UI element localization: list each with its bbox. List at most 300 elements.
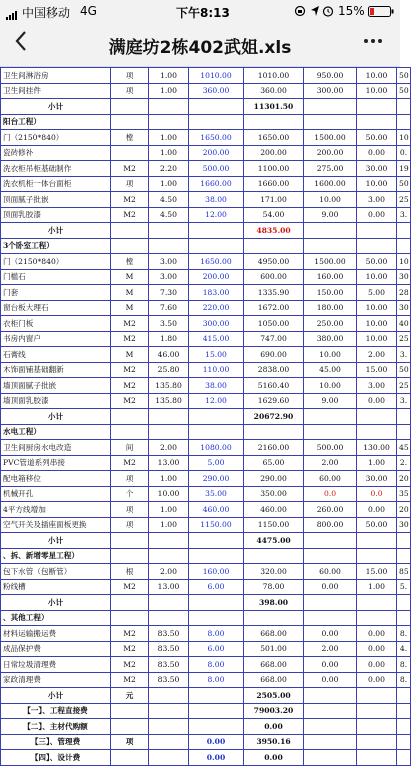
cell-extra[interactable] (397, 238, 411, 254)
cell-unit-price[interactable]: 1650.00 (189, 254, 244, 270)
cell-unit[interactable]: M (111, 300, 149, 316)
cell-amount[interactable]: 3950.16 (244, 734, 304, 750)
cell-amount[interactable]: 5160.40 (244, 378, 304, 394)
cell-unit[interactable]: 项 (111, 68, 149, 84)
cell-labor-cost[interactable]: 2.00 (357, 347, 397, 363)
cell-quantity[interactable] (149, 548, 189, 564)
cell-amount[interactable]: 1335.90 (244, 285, 304, 301)
cell-quantity[interactable]: 83.50 (149, 641, 189, 657)
cell-extra[interactable] (397, 548, 411, 564)
cell-unit-price[interactable]: 1150.00 (189, 517, 244, 533)
cell-material-cost[interactable]: 0.0 (304, 486, 357, 502)
cell-labor-cost[interactable]: 15.00 (357, 362, 397, 378)
cell-quantity[interactable]: 10.00 (149, 486, 189, 502)
cell-material-cost[interactable]: 9.00 (304, 207, 357, 223)
cell-material-cost[interactable] (304, 703, 357, 719)
cell-quantity[interactable]: 83.50 (149, 672, 189, 688)
cell-quantity[interactable] (149, 533, 189, 549)
cell-labor-cost[interactable] (357, 703, 397, 719)
cell-extra[interactable]: 19 (397, 161, 411, 177)
cell-extra[interactable]: 30 (397, 300, 411, 316)
cell-material-cost[interactable] (304, 750, 357, 766)
cell-material-cost[interactable]: 9.00 (304, 393, 357, 409)
cell-unit[interactable]: M2 (111, 207, 149, 223)
cell-amount[interactable]: 1010.00 (244, 68, 304, 84)
cell-unit[interactable] (111, 548, 149, 564)
cell-unit[interactable]: M2 (111, 331, 149, 347)
cell-item-name[interactable]: 小计 (1, 409, 111, 425)
cell-item-name[interactable]: 【三】、管理费 (1, 734, 111, 750)
cell-unit[interactable]: M (111, 285, 149, 301)
cell-material-cost[interactable]: 0.00 (304, 579, 357, 595)
cell-item-name[interactable]: 顶面腻子批嵌 (1, 192, 111, 208)
cell-extra[interactable]: 25 (397, 378, 411, 394)
cell-amount[interactable]: 54.00 (244, 207, 304, 223)
cell-unit[interactable]: 项 (111, 517, 149, 533)
cell-quantity[interactable]: 1.00 (149, 130, 189, 146)
cell-labor-cost[interactable]: 1.00 (357, 579, 397, 595)
cell-material-cost[interactable] (304, 409, 357, 425)
cell-labor-cost[interactable]: 0.0 (357, 486, 397, 502)
cell-material-cost[interactable]: 60.00 (304, 564, 357, 580)
cell-extra[interactable]: 40 (397, 316, 411, 332)
cell-unit-price[interactable]: 110.00 (189, 362, 244, 378)
cell-extra[interactable]: 10 (397, 254, 411, 270)
cell-unit-price[interactable]: 8.00 (189, 626, 244, 642)
cell-amount[interactable]: 320.00 (244, 564, 304, 580)
cell-extra[interactable]: 85 (397, 564, 411, 580)
cell-labor-cost[interactable]: 50.00 (357, 254, 397, 270)
cell-material-cost[interactable]: 160.00 (304, 269, 357, 285)
cell-extra[interactable]: 8. (397, 626, 411, 642)
cell-unit-price[interactable] (189, 409, 244, 425)
cell-material-cost[interactable] (304, 114, 357, 130)
cell-unit-price[interactable] (189, 99, 244, 115)
cell-unit[interactable] (111, 114, 149, 130)
cell-material-cost[interactable] (304, 223, 357, 239)
cell-extra[interactable]: 3. (397, 393, 411, 409)
cell-item-name[interactable]: 顶面乳胶漆 (1, 207, 111, 223)
cell-extra[interactable] (397, 610, 411, 626)
cell-material-cost[interactable]: 1500.00 (304, 130, 357, 146)
cell-unit-price[interactable]: 360.00 (189, 83, 244, 99)
cell-quantity[interactable]: 1.00 (149, 471, 189, 487)
cell-amount[interactable]: 65.00 (244, 455, 304, 471)
cell-labor-cost[interactable] (357, 688, 397, 704)
cell-item-name[interactable]: 包下水管（包断管） (1, 564, 111, 580)
cell-unit-price[interactable]: 1010.00 (189, 68, 244, 84)
cell-unit-price[interactable] (189, 719, 244, 735)
cell-labor-cost[interactable] (357, 238, 397, 254)
cell-labor-cost[interactable]: 0.00 (357, 393, 397, 409)
cell-unit-price[interactable]: 183.00 (189, 285, 244, 301)
cell-item-name[interactable]: 门槛石 (1, 269, 111, 285)
cell-item-name[interactable]: 水电工程） (1, 424, 111, 440)
cell-quantity[interactable]: 135.80 (149, 378, 189, 394)
cell-labor-cost[interactable]: 1.00 (357, 455, 397, 471)
cell-extra[interactable]: 3. (397, 347, 411, 363)
cell-amount[interactable]: 1150.00 (244, 517, 304, 533)
cell-quantity[interactable]: 13.00 (149, 579, 189, 595)
cell-unit-price[interactable]: 500.00 (189, 161, 244, 177)
cell-amount[interactable]: 20672.90 (244, 409, 304, 425)
cell-labor-cost[interactable]: 3.00 (357, 192, 397, 208)
cell-extra[interactable]: 8. (397, 657, 411, 673)
cell-unit[interactable]: M (111, 269, 149, 285)
cell-unit[interactable] (111, 223, 149, 239)
cell-amount[interactable]: 501.00 (244, 641, 304, 657)
cell-quantity[interactable] (149, 99, 189, 115)
cell-amount[interactable]: 1050.00 (244, 316, 304, 332)
cell-unit-price[interactable]: 1080.00 (189, 440, 244, 456)
cell-unit-price[interactable]: 8.00 (189, 672, 244, 688)
cell-unit-price[interactable]: 38.00 (189, 378, 244, 394)
cell-quantity[interactable] (149, 424, 189, 440)
cell-unit[interactable] (111, 719, 149, 735)
cell-unit[interactable]: 项 (111, 176, 149, 192)
back-button[interactable] (14, 30, 28, 58)
cell-labor-cost[interactable]: 50.00 (357, 130, 397, 146)
cell-labor-cost[interactable] (357, 114, 397, 130)
cell-labor-cost[interactable] (357, 734, 397, 750)
cell-unit[interactable]: 根 (111, 564, 149, 580)
cell-item-name[interactable]: 机械开孔 (1, 486, 111, 502)
cell-quantity[interactable]: 2.00 (149, 564, 189, 580)
cell-unit-price[interactable]: 0.00 (189, 734, 244, 750)
cell-unit[interactable] (111, 409, 149, 425)
cell-quantity[interactable] (149, 610, 189, 626)
cell-material-cost[interactable]: 0.00 (304, 672, 357, 688)
cell-unit[interactable] (111, 99, 149, 115)
cell-amount[interactable]: 11301.50 (244, 99, 304, 115)
cell-quantity[interactable]: 1.00 (149, 517, 189, 533)
cell-quantity[interactable]: 83.50 (149, 657, 189, 673)
cell-material-cost[interactable]: 0.00 (304, 657, 357, 673)
cell-unit[interactable] (111, 145, 149, 161)
cell-quantity[interactable]: 1.00 (149, 145, 189, 161)
cell-amount[interactable]: 350.00 (244, 486, 304, 502)
cell-item-name[interactable]: 墙顶面乳胶漆 (1, 393, 111, 409)
cell-unit-price[interactable]: 0.00 (189, 750, 244, 766)
cell-unit[interactable]: M2 (111, 579, 149, 595)
cell-unit-price[interactable]: 200.00 (189, 269, 244, 285)
cell-amount[interactable]: 1629.60 (244, 393, 304, 409)
cell-labor-cost[interactable]: 0.00 (357, 207, 397, 223)
cell-material-cost[interactable] (304, 548, 357, 564)
cell-amount[interactable]: 1660.00 (244, 176, 304, 192)
cell-labor-cost[interactable]: 30.00 (357, 471, 397, 487)
cell-labor-cost[interactable] (357, 424, 397, 440)
cell-material-cost[interactable]: 45.00 (304, 362, 357, 378)
cell-unit-price[interactable] (189, 595, 244, 611)
cell-item-name[interactable]: 窗台板大理石 (1, 300, 111, 316)
cell-unit-price[interactable]: 460.00 (189, 502, 244, 518)
cell-material-cost[interactable] (304, 610, 357, 626)
cell-labor-cost[interactable]: 10.00 (357, 176, 397, 192)
cell-quantity[interactable]: 83.50 (149, 626, 189, 642)
cell-unit[interactable] (111, 533, 149, 549)
cell-amount[interactable]: 668.00 (244, 672, 304, 688)
cell-item-name[interactable]: 卫生间挂件 (1, 83, 111, 99)
cell-extra[interactable] (397, 703, 411, 719)
cell-unit-price[interactable] (189, 548, 244, 564)
cell-unit-price[interactable] (189, 533, 244, 549)
cell-amount[interactable]: 747.00 (244, 331, 304, 347)
cell-unit-price[interactable]: 300.00 (189, 316, 244, 332)
cell-labor-cost[interactable]: 50.00 (357, 517, 397, 533)
cell-unit[interactable]: 项 (111, 471, 149, 487)
cell-item-name[interactable]: 洗衣柜吊柜基础制作 (1, 161, 111, 177)
cell-material-cost[interactable] (304, 734, 357, 750)
cell-unit[interactable]: M2 (111, 626, 149, 642)
cell-extra[interactable] (397, 223, 411, 239)
cell-material-cost[interactable]: 2.00 (304, 641, 357, 657)
cell-extra[interactable]: 35 (397, 486, 411, 502)
cell-unit[interactable]: 元 (111, 688, 149, 704)
cell-item-name[interactable]: 卫生间淋浴房 (1, 68, 111, 84)
cell-quantity[interactable]: 3.00 (149, 269, 189, 285)
cell-material-cost[interactable]: 2.00 (304, 455, 357, 471)
cell-material-cost[interactable]: 300.00 (304, 83, 357, 99)
cell-unit[interactable]: M2 (111, 316, 149, 332)
cell-item-name[interactable]: 门（2150*840） (1, 130, 111, 146)
cell-item-name[interactable]: 门套 (1, 285, 111, 301)
cell-unit-price[interactable]: 290.00 (189, 471, 244, 487)
cell-labor-cost[interactable] (357, 223, 397, 239)
cell-unit[interactable]: M2 (111, 641, 149, 657)
cell-item-name[interactable]: 、拆、新增零星工程） (1, 548, 111, 564)
cell-extra[interactable]: 45 (397, 440, 411, 456)
cell-labor-cost[interactable] (357, 548, 397, 564)
cell-item-name[interactable]: 成品保护费 (1, 641, 111, 657)
cell-extra[interactable]: 5. (397, 579, 411, 595)
cell-unit[interactable] (111, 595, 149, 611)
cell-quantity[interactable]: 25.80 (149, 362, 189, 378)
cell-unit-price[interactable]: 220.00 (189, 300, 244, 316)
cell-unit-price[interactable]: 12.00 (189, 207, 244, 223)
cell-extra[interactable] (397, 424, 411, 440)
cell-unit[interactable]: M2 (111, 161, 149, 177)
cell-labor-cost[interactable]: 0.00 (357, 657, 397, 673)
cell-unit[interactable]: 樘 (111, 130, 149, 146)
cell-amount[interactable]: 171.00 (244, 192, 304, 208)
cell-extra[interactable] (397, 99, 411, 115)
cell-material-cost[interactable] (304, 719, 357, 735)
cell-material-cost[interactable]: 250.00 (304, 316, 357, 332)
cell-extra[interactable]: 2. (397, 455, 411, 471)
cell-item-name[interactable]: 3个卧室工程） (1, 238, 111, 254)
cell-quantity[interactable] (149, 595, 189, 611)
cell-quantity[interactable]: 1.00 (149, 176, 189, 192)
cell-amount[interactable] (244, 548, 304, 564)
cell-unit-price[interactable]: 12.00 (189, 393, 244, 409)
cell-unit-price[interactable]: 1650.00 (189, 130, 244, 146)
cell-extra[interactable]: 3. (397, 207, 411, 223)
cell-material-cost[interactable]: 10.00 (304, 192, 357, 208)
cell-quantity[interactable]: 1.00 (149, 502, 189, 518)
cell-amount[interactable]: 360.00 (244, 83, 304, 99)
cell-extra[interactable]: 50 (397, 83, 411, 99)
cell-quantity[interactable] (149, 703, 189, 719)
cell-labor-cost[interactable]: 130.00 (357, 440, 397, 456)
cell-unit[interactable]: M2 (111, 192, 149, 208)
cell-unit[interactable]: M (111, 347, 149, 363)
cell-item-name[interactable]: 瓷砖修补 (1, 145, 111, 161)
cell-amount[interactable]: 79003.20 (244, 703, 304, 719)
cell-extra[interactable] (397, 719, 411, 735)
cell-amount[interactable]: 4835.00 (244, 223, 304, 239)
cell-labor-cost[interactable] (357, 409, 397, 425)
cell-unit-price[interactable] (189, 223, 244, 239)
cell-quantity[interactable]: 135.80 (149, 393, 189, 409)
cell-unit[interactable]: M2 (111, 393, 149, 409)
cell-item-name[interactable]: 4平方线增加 (1, 502, 111, 518)
cell-material-cost[interactable]: 1600.00 (304, 176, 357, 192)
cell-unit[interactable]: M2 (111, 455, 149, 471)
cell-labor-cost[interactable] (357, 610, 397, 626)
cell-labor-cost[interactable]: 10.00 (357, 83, 397, 99)
cell-labor-cost[interactable]: 10.00 (357, 269, 397, 285)
cell-amount[interactable]: 4475.00 (244, 533, 304, 549)
cell-extra[interactable]: 50 (397, 68, 411, 84)
cell-unit-price[interactable]: 6.00 (189, 579, 244, 595)
cell-unit[interactable]: M2 (111, 657, 149, 673)
cell-quantity[interactable]: 46.00 (149, 347, 189, 363)
cell-quantity[interactable] (149, 688, 189, 704)
cell-material-cost[interactable]: 150.00 (304, 285, 357, 301)
cell-quantity[interactable]: 1.80 (149, 331, 189, 347)
cell-unit-price[interactable]: 15.00 (189, 347, 244, 363)
cell-quantity[interactable]: 7.60 (149, 300, 189, 316)
cell-quantity[interactable]: 7.30 (149, 285, 189, 301)
cell-extra[interactable]: 30 (397, 517, 411, 533)
cell-amount[interactable]: 398.00 (244, 595, 304, 611)
cell-labor-cost[interactable]: 10.00 (357, 300, 397, 316)
cell-amount[interactable]: 2160.00 (244, 440, 304, 456)
cell-quantity[interactable]: 1.00 (149, 68, 189, 84)
cell-quantity[interactable]: 2.00 (149, 440, 189, 456)
cell-extra[interactable] (397, 688, 411, 704)
cell-labor-cost[interactable]: 0.00 (357, 672, 397, 688)
cell-material-cost[interactable]: 200.00 (304, 145, 357, 161)
cell-material-cost[interactable]: 275.00 (304, 161, 357, 177)
cell-labor-cost[interactable]: 0.00 (357, 626, 397, 642)
cell-amount[interactable]: 600.00 (244, 269, 304, 285)
cell-quantity[interactable]: 2.20 (149, 161, 189, 177)
cell-unit-price[interactable] (189, 424, 244, 440)
cell-unit[interactable]: 项 (111, 734, 149, 750)
cell-item-name[interactable]: 小计 (1, 223, 111, 239)
cell-unit[interactable]: 樘 (111, 254, 149, 270)
cell-material-cost[interactable] (304, 424, 357, 440)
cell-amount[interactable]: 1650.00 (244, 130, 304, 146)
cell-extra[interactable]: 10 (397, 130, 411, 146)
cell-material-cost[interactable] (304, 595, 357, 611)
cell-item-name[interactable]: 小计 (1, 595, 111, 611)
cell-labor-cost[interactable]: 0.00 (357, 641, 397, 657)
cell-extra[interactable]: 4. (397, 641, 411, 657)
cell-amount[interactable]: 290.00 (244, 471, 304, 487)
cell-item-name[interactable]: 材料运输搬运费 (1, 626, 111, 642)
cell-quantity[interactable] (149, 223, 189, 239)
cell-unit-price[interactable] (189, 610, 244, 626)
cell-amount[interactable]: 0.00 (244, 750, 304, 766)
cell-extra[interactable]: 50 (397, 362, 411, 378)
cell-labor-cost[interactable]: 0.00 (357, 145, 397, 161)
cell-unit[interactable] (111, 424, 149, 440)
cell-unit[interactable]: 项 (111, 83, 149, 99)
cell-material-cost[interactable] (304, 99, 357, 115)
cell-material-cost[interactable]: 800.00 (304, 517, 357, 533)
cell-quantity[interactable] (149, 734, 189, 750)
cell-unit[interactable]: 项 (111, 502, 149, 518)
cell-item-name[interactable]: PVC管道系列串接 (1, 455, 111, 471)
cell-unit-price[interactable] (189, 114, 244, 130)
cell-unit[interactable]: M2 (111, 378, 149, 394)
cell-quantity[interactable]: 4.50 (149, 207, 189, 223)
cell-labor-cost[interactable] (357, 719, 397, 735)
cell-unit-price[interactable]: 6.00 (189, 641, 244, 657)
cell-unit-price[interactable]: 35.00 (189, 486, 244, 502)
cell-extra[interactable]: 25 (397, 331, 411, 347)
cell-amount[interactable] (244, 610, 304, 626)
cell-material-cost[interactable] (304, 533, 357, 549)
cell-extra[interactable] (397, 533, 411, 549)
cell-item-name[interactable]: 空气开关及插座面板更换 (1, 517, 111, 533)
cell-item-name[interactable]: 墙顶面腻子批嵌 (1, 378, 111, 394)
cell-unit-price[interactable] (189, 703, 244, 719)
cell-extra[interactable]: 8. (397, 672, 411, 688)
cell-unit-price[interactable]: 200.00 (189, 145, 244, 161)
cell-extra[interactable]: 20 (397, 502, 411, 518)
cell-amount[interactable]: 668.00 (244, 626, 304, 642)
cell-material-cost[interactable]: 0.00 (304, 626, 357, 642)
cell-item-name[interactable]: 木饰面铺基础翻新 (1, 362, 111, 378)
cell-quantity[interactable]: 1.00 (149, 83, 189, 99)
cell-amount[interactable]: 1100.00 (244, 161, 304, 177)
cell-quantity[interactable]: 3.00 (149, 254, 189, 270)
cell-labor-cost[interactable]: 0.00 (357, 502, 397, 518)
cell-labor-cost[interactable]: 30.00 (357, 161, 397, 177)
cell-unit-price[interactable] (189, 238, 244, 254)
cell-item-name[interactable]: 家政清理费 (1, 672, 111, 688)
cell-unit[interactable] (111, 703, 149, 719)
cell-item-name[interactable]: 门（2150*840） (1, 254, 111, 270)
cell-item-name[interactable]: 、其他工程） (1, 610, 111, 626)
cell-unit[interactable]: M2 (111, 362, 149, 378)
cell-quantity[interactable] (149, 409, 189, 425)
cell-unit-price[interactable] (189, 688, 244, 704)
cell-material-cost[interactable]: 1500.00 (304, 254, 357, 270)
cell-labor-cost[interactable]: 10.00 (357, 316, 397, 332)
cell-material-cost[interactable]: 500.00 (304, 440, 357, 456)
cell-extra[interactable]: 25 (397, 192, 411, 208)
cell-extra[interactable]: 0. (397, 145, 411, 161)
cell-material-cost[interactable] (304, 688, 357, 704)
cell-unit-price[interactable]: 38.00 (189, 192, 244, 208)
cell-extra[interactable]: 28 (397, 285, 411, 301)
cell-item-name[interactable]: 粉线槽 (1, 579, 111, 595)
cell-item-name[interactable]: 配电箱移位 (1, 471, 111, 487)
cell-extra[interactable]: 50 (397, 176, 411, 192)
cell-unit-price[interactable]: 160.00 (189, 564, 244, 580)
cell-item-name[interactable]: 阳台工程） (1, 114, 111, 130)
cell-item-name[interactable]: 日常垃圾清理费 (1, 657, 111, 673)
cell-item-name[interactable]: 小计 (1, 533, 111, 549)
cell-quantity[interactable]: 3.50 (149, 316, 189, 332)
cell-material-cost[interactable]: 380.00 (304, 331, 357, 347)
cell-item-name[interactable]: 卫生间厨房水电改造 (1, 440, 111, 456)
